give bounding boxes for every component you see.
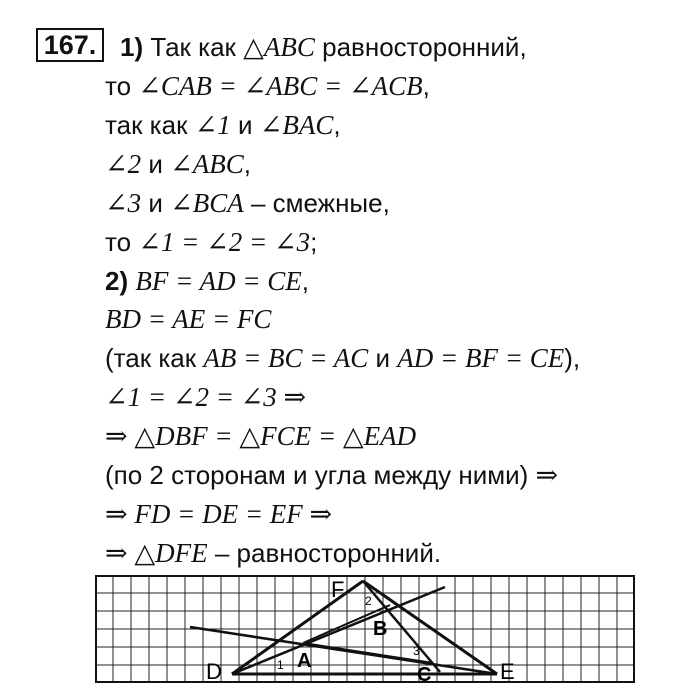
math-expression: ∠2 — [105, 149, 142, 179]
solution-line — [105, 497, 332, 531]
math-expression: ∠BAC — [259, 110, 334, 140]
math-expression: ∠1 = ∠2 = ∠3 — [138, 227, 311, 257]
text-fragment: , — [422, 71, 430, 101]
text-fragment: , — [333, 110, 341, 140]
text-fragment: – смежные, — [243, 188, 390, 218]
line-through-A-C — [190, 627, 497, 674]
problem-number: 167. — [36, 28, 104, 62]
math-expression: BD = AE = FC — [105, 304, 272, 334]
solution-line — [105, 458, 558, 492]
label-A: A — [297, 650, 312, 672]
angle-label-2: 2 — [365, 594, 372, 608]
angle-label-3: 3 — [413, 644, 420, 658]
text-fragment: ), — [564, 343, 581, 373]
geometry-figure — [95, 575, 635, 683]
solution-line — [105, 264, 309, 298]
figure-svg — [95, 575, 635, 683]
math-expression: ∠1 — [194, 110, 231, 140]
solution-line — [105, 186, 390, 220]
math-expression: ⇒ △DBF = △FCE = △EAD — [105, 421, 417, 451]
math-expression: ⇒ — [535, 460, 559, 490]
text-fragment: , — [301, 266, 310, 296]
solution-line — [105, 341, 580, 375]
math-expression: ∠ABC — [170, 149, 244, 179]
solution-line — [105, 147, 251, 181]
solution-line — [105, 225, 317, 259]
solution-line — [105, 419, 416, 453]
text-fragment: ; — [310, 227, 318, 257]
solution-line — [105, 302, 271, 336]
text-fragment: и — [141, 188, 171, 218]
text-fragment: (по 2 сторонам и угла между ними) — [105, 460, 536, 490]
label-D: D — [206, 659, 222, 683]
solution-line — [105, 380, 306, 414]
solution-line — [120, 30, 527, 64]
math-expression: ⇒ △DFE — [105, 538, 208, 568]
text-fragment: Так как — [143, 32, 244, 62]
step-number: 2) — [105, 266, 129, 296]
text-fragment: , — [243, 149, 251, 179]
solution-line — [105, 108, 341, 142]
label-C: C — [417, 664, 432, 683]
text-fragment: (так как — [105, 343, 204, 373]
math-expression: BF = AD = CE — [135, 266, 302, 296]
angle-label-1: 1 — [277, 658, 284, 672]
text-fragment: и — [368, 343, 398, 373]
label-F: F — [331, 577, 345, 602]
solution-line — [105, 536, 441, 570]
math-expression: AB = BC = AC — [203, 343, 369, 373]
text-fragment: равносторонний, — [314, 32, 527, 62]
math-expression: ∠3 — [105, 188, 142, 218]
text-fragment: – равносторонний. — [207, 538, 442, 568]
text-fragment: то — [105, 227, 139, 257]
text-fragment: то — [105, 71, 139, 101]
math-expression: ∠CAB = ∠ABC = ∠ACB — [138, 71, 423, 101]
label-B: B — [373, 618, 388, 640]
step-number: 1) — [120, 32, 144, 62]
math-expression: AD = BF = CE — [397, 343, 565, 373]
text-fragment: и — [141, 149, 171, 179]
text-fragment: и — [230, 110, 260, 140]
label-E: E — [500, 659, 515, 683]
solution-line — [105, 69, 430, 103]
math-expression: ∠1 = ∠2 = ∠3 ⇒ — [105, 382, 307, 412]
math-expression: ⇒ FD = DE = EF ⇒ — [105, 499, 333, 529]
math-expression: ∠BCA — [170, 188, 244, 218]
math-expression: △ABC — [243, 32, 315, 62]
text-fragment: так как — [105, 110, 195, 140]
